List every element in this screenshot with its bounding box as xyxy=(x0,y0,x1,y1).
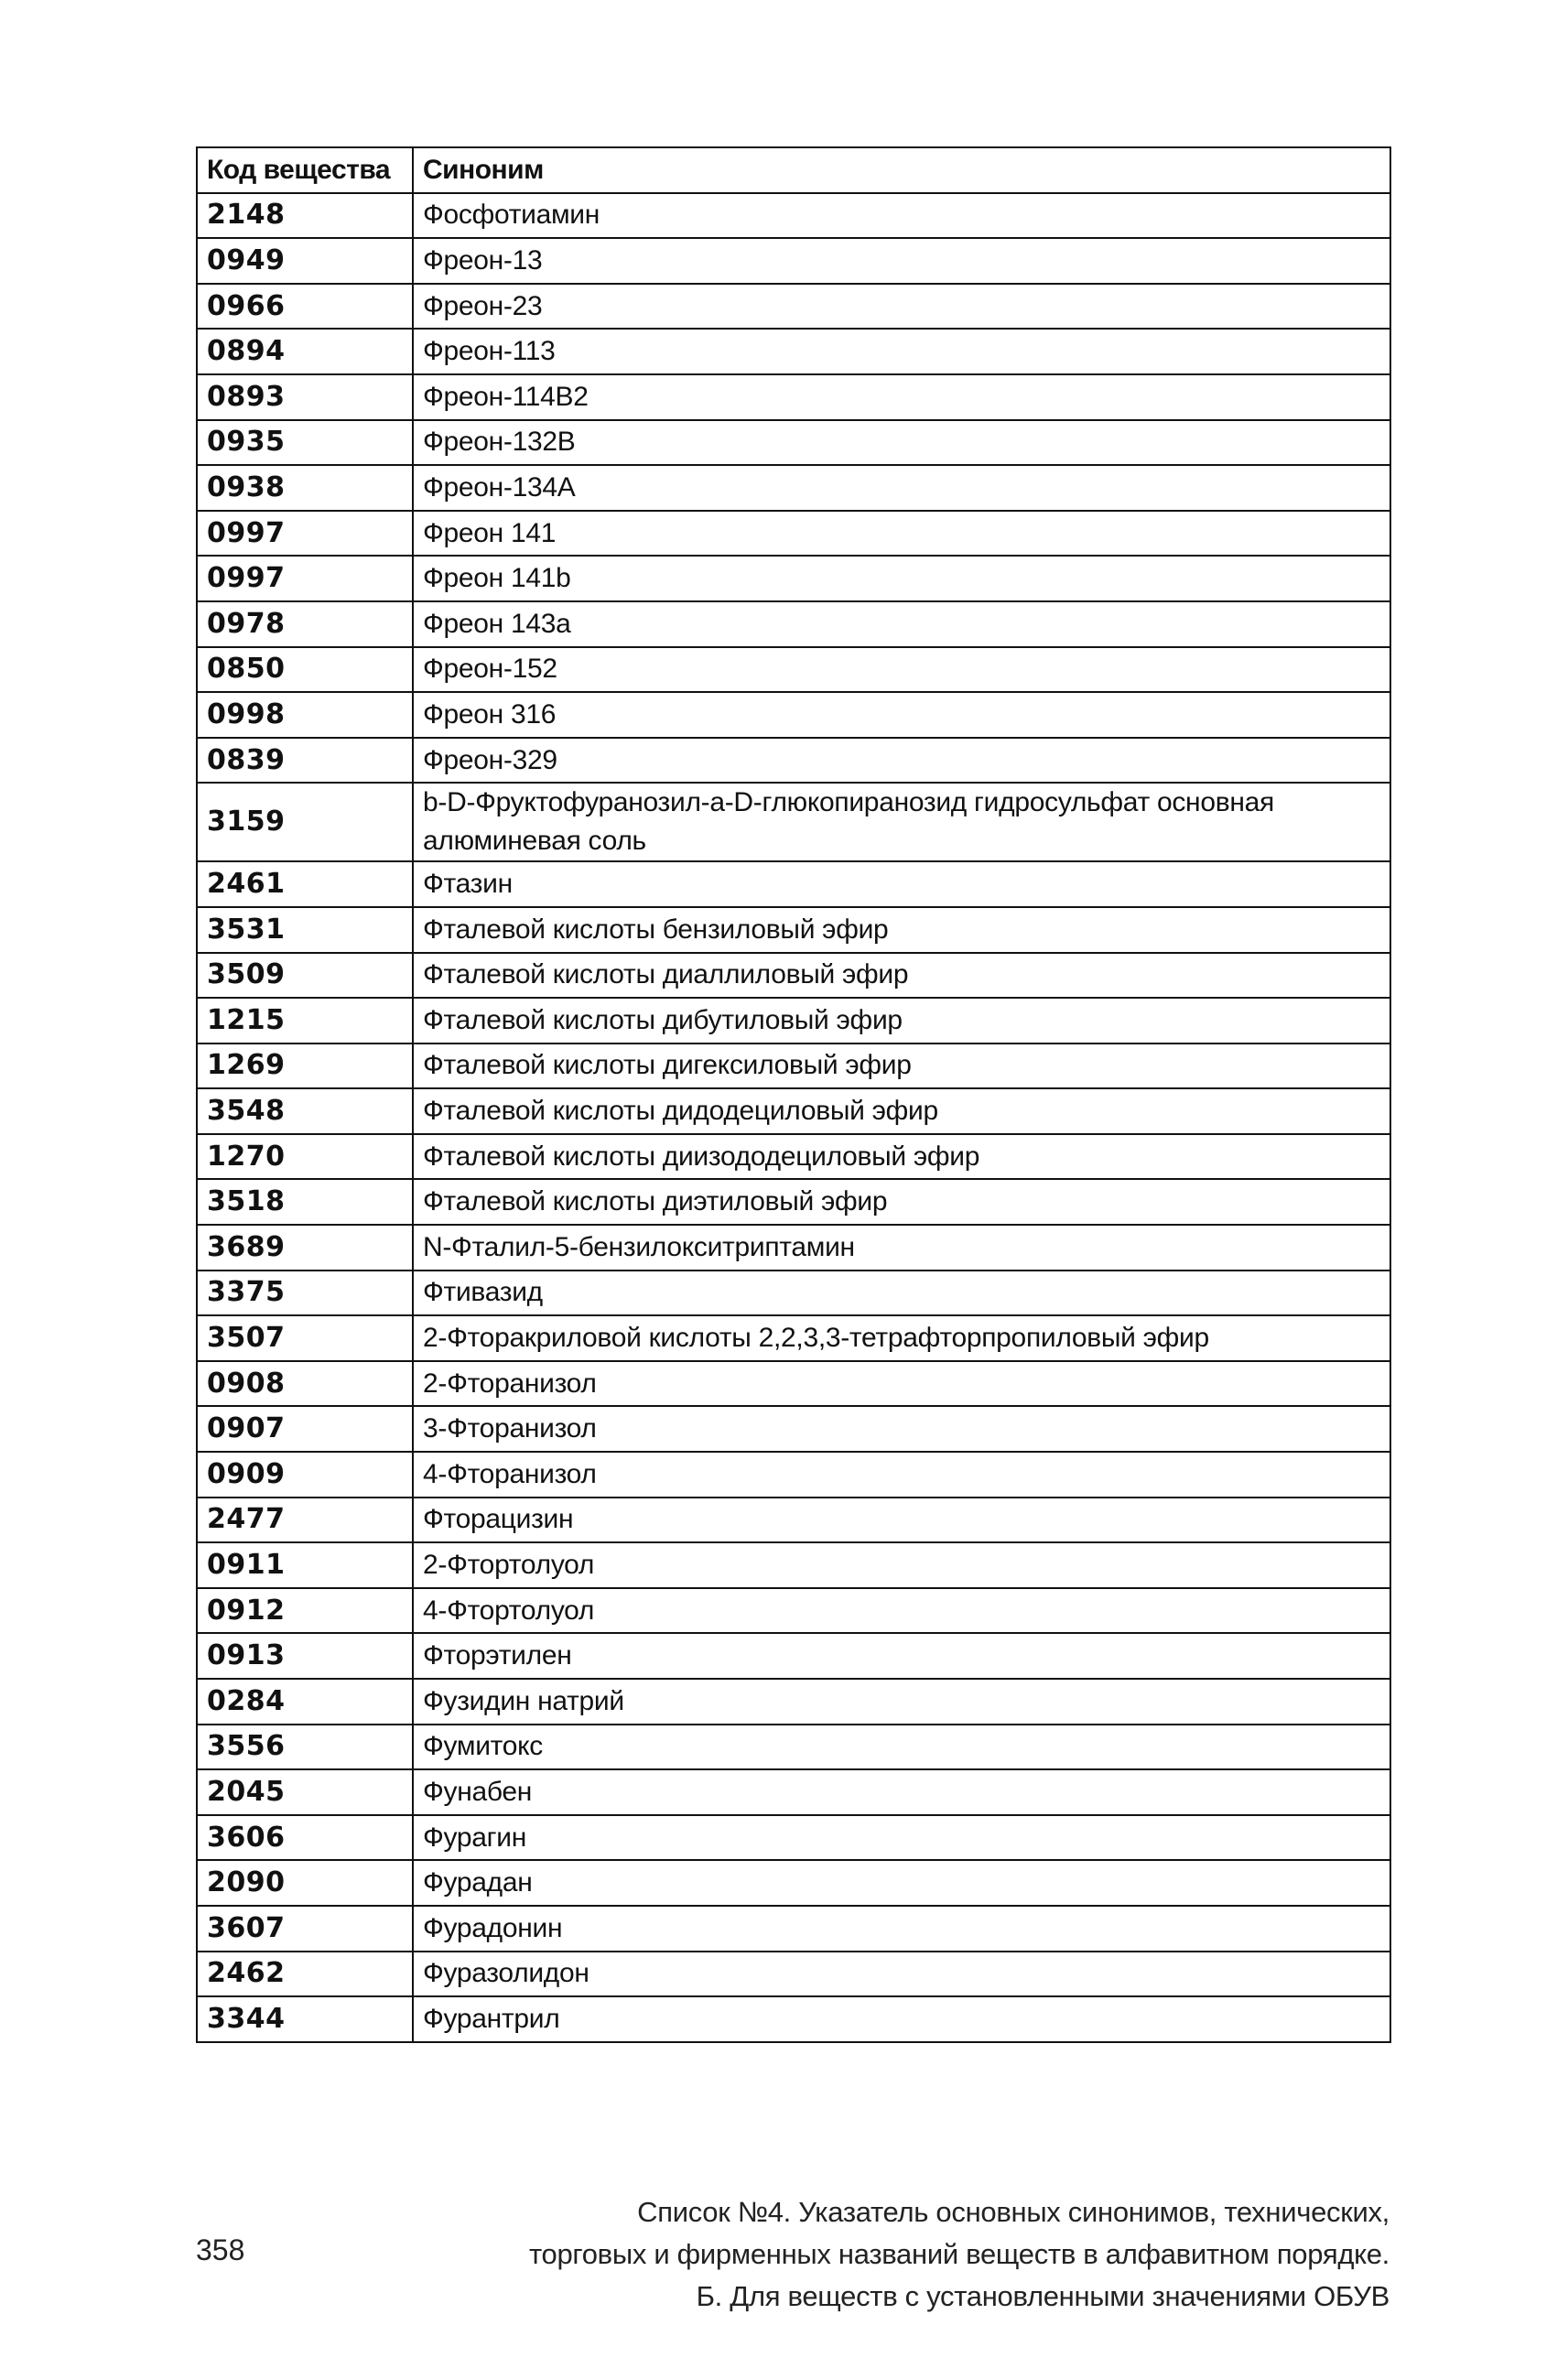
table-row xyxy=(197,861,1390,907)
table-row xyxy=(197,193,1390,239)
table-row xyxy=(197,1588,1390,1634)
table-body xyxy=(197,193,1390,2042)
table-row xyxy=(197,601,1390,647)
substance-code-cell: 0839 xyxy=(197,738,413,784)
substance-code-cell: 3606 xyxy=(197,1815,413,1861)
synonym-cell: Фреон-13 xyxy=(413,238,1390,284)
substance-code-cell: 3531 xyxy=(197,907,413,953)
table-row xyxy=(197,284,1390,330)
synonym-cell: Фталевой кислоты диэтиловый эфир xyxy=(413,1179,1390,1225)
substance-code-cell: 0966 xyxy=(197,284,413,330)
substance-code-cell: 0997 xyxy=(197,556,413,601)
page-number: 358 xyxy=(196,2233,245,2266)
substance-code-cell: 0998 xyxy=(197,692,413,738)
table-row xyxy=(197,329,1390,374)
substance-code-cell: 0894 xyxy=(197,329,413,374)
substance-code-cell: 3509 xyxy=(197,953,413,999)
footer-line-2: торговых и фирменных названий веществ в алфавитном порядке. xyxy=(528,2238,1390,2270)
synonym-cell: Фурадонин xyxy=(413,1906,1390,1952)
table-row xyxy=(197,1542,1390,1588)
synonym-cell: Фунабен xyxy=(413,1769,1390,1815)
substance-code-cell: 2090 xyxy=(197,1860,413,1906)
synonym-cell: Фреон-152 xyxy=(413,647,1390,693)
substance-code-cell: 2148 xyxy=(197,193,413,239)
synonym-cell: 2-Фторакриловой кислоты 2,2,3,3-тетрафторпропиловый эфир xyxy=(413,1315,1390,1361)
synonym-cell: Фурагин xyxy=(413,1815,1390,1861)
table-row xyxy=(197,1633,1390,1679)
substance-code-cell: 0978 xyxy=(197,601,413,647)
table-row xyxy=(197,738,1390,784)
substance-code-cell: 2462 xyxy=(197,1952,413,1997)
table-row xyxy=(197,1361,1390,1407)
synonym-cell: Фреон-114В2 xyxy=(413,374,1390,420)
table-row xyxy=(197,238,1390,284)
substance-code-cell: 0907 xyxy=(197,1406,413,1452)
synonym-cell: 4-Фтортолуол xyxy=(413,1588,1390,1634)
synonym-cell: Фузидин натрий xyxy=(413,1679,1390,1725)
synonym-cell: 4-Фторанизол xyxy=(413,1452,1390,1498)
substance-code-cell: 0913 xyxy=(197,1633,413,1679)
table-row xyxy=(197,374,1390,420)
table-row xyxy=(197,998,1390,1044)
synonym-cell: Фторацизин xyxy=(413,1498,1390,1543)
synonym-cell: N-Фталил-5-бензилокситриптамин xyxy=(413,1225,1390,1271)
synonym-cell: Фталевой кислоты дигексиловый эфир xyxy=(413,1044,1390,1089)
substance-code-cell: 0912 xyxy=(197,1588,413,1634)
substance-code-cell: 2045 xyxy=(197,1769,413,1815)
substance-code-cell: 0949 xyxy=(197,238,413,284)
substance-code-cell: 3556 xyxy=(197,1725,413,1770)
substance-code-cell: 0908 xyxy=(197,1361,413,1407)
header-code: Код вещества xyxy=(197,147,413,193)
synonym-cell: Фреон-23 xyxy=(413,284,1390,330)
synonym-cell: Фталевой кислоты диаллиловый эфир xyxy=(413,953,1390,999)
substance-code-cell: 0893 xyxy=(197,374,413,420)
table-row xyxy=(197,1452,1390,1498)
substance-code-cell: 0911 xyxy=(197,1542,413,1588)
substance-code-cell: 3689 xyxy=(197,1225,413,1271)
substance-code-cell: 3159 xyxy=(197,783,413,861)
synonym-cell: Фреон-113 xyxy=(413,329,1390,374)
synonym-cell: Фталевой кислоты бензиловый эфир xyxy=(413,907,1390,953)
synonym-cell: Фуразолидон xyxy=(413,1952,1390,1997)
substance-code-cell: 3507 xyxy=(197,1315,413,1361)
substance-code-cell: 3344 xyxy=(197,1996,413,2042)
synonym-cell: 3-Фторанизол xyxy=(413,1406,1390,1452)
substance-code-cell: 0284 xyxy=(197,1679,413,1725)
synonym-cell: Фосфотиамин xyxy=(413,193,1390,239)
synonym-cell: Фреон-132В xyxy=(413,420,1390,466)
synonym-cell: Фторэтилен xyxy=(413,1633,1390,1679)
synonym-cell: b-D-Фруктофуранозил-а-D-глюкопиранозид гидросульфат основная алюминевая соль xyxy=(413,783,1390,861)
footer-line-3: Б. Для веществ с установленными значениями ОБУВ xyxy=(696,2280,1390,2312)
header-synonym: Синоним xyxy=(413,147,1390,193)
table-row xyxy=(197,420,1390,466)
substance-code-cell: 0997 xyxy=(197,511,413,557)
synonym-cell: Фурадан xyxy=(413,1860,1390,1906)
table-row xyxy=(197,1271,1390,1316)
table-row xyxy=(197,1996,1390,2042)
substance-code-cell: 3375 xyxy=(197,1271,413,1316)
synonym-cell: Фреон 141b xyxy=(413,556,1390,601)
synonym-cell: Фталевой кислоты диизододециловый эфир xyxy=(413,1134,1390,1180)
table-row xyxy=(197,1044,1390,1089)
table-row xyxy=(197,1679,1390,1725)
table-row xyxy=(197,1952,1390,1997)
substance-code-cell: 1270 xyxy=(197,1134,413,1180)
table-row xyxy=(197,953,1390,999)
table-row xyxy=(197,556,1390,601)
substance-code-cell: 0935 xyxy=(197,420,413,466)
substance-code-cell: 0938 xyxy=(197,465,413,511)
synonym-cell: 2-Фтортолуол xyxy=(413,1542,1390,1588)
table-row xyxy=(197,465,1390,511)
table-row xyxy=(197,1179,1390,1225)
running-footer xyxy=(474,2191,1390,2318)
synonym-cell: Фурантрил xyxy=(413,1996,1390,2042)
substance-code-cell: 1269 xyxy=(197,1044,413,1089)
synonym-cell: Фталевой кислоты дидодециловый эфир xyxy=(413,1088,1390,1134)
synonym-cell: Фреон 143а xyxy=(413,601,1390,647)
table-row xyxy=(197,1134,1390,1180)
substance-code-cell: 3518 xyxy=(197,1179,413,1225)
synonym-cell: Фталевой кислоты дибутиловый эфир xyxy=(413,998,1390,1044)
synonym-table xyxy=(196,146,1391,2043)
table-row xyxy=(197,1769,1390,1815)
substance-code-cell: 1215 xyxy=(197,998,413,1044)
synonym-cell: Фтивазид xyxy=(413,1271,1390,1316)
synonym-cell: 2-Фторанизол xyxy=(413,1361,1390,1407)
synonym-cell: Фреон 316 xyxy=(413,692,1390,738)
table-row xyxy=(197,1498,1390,1543)
table-row xyxy=(197,1860,1390,1906)
table-row xyxy=(197,1225,1390,1271)
table-row xyxy=(197,1088,1390,1134)
synonym-cell: Фумитокс xyxy=(413,1725,1390,1770)
synonym-cell: Фреон 141 xyxy=(413,511,1390,557)
substance-code-cell: 0909 xyxy=(197,1452,413,1498)
substance-code-cell: 3607 xyxy=(197,1906,413,1952)
synonym-cell: Фтазин xyxy=(413,861,1390,907)
table-row xyxy=(197,692,1390,738)
substance-code-cell: 3548 xyxy=(197,1088,413,1134)
synonym-cell: Фреон-329 xyxy=(413,738,1390,784)
table-row xyxy=(197,511,1390,557)
substance-code-cell: 2477 xyxy=(197,1498,413,1543)
table-row xyxy=(197,1725,1390,1770)
footer-line-1: Список №4. Указатель основных синонимов, технических, xyxy=(637,2196,1390,2228)
substance-code-cell: 2461 xyxy=(197,861,413,907)
table-header-row xyxy=(197,147,1390,193)
table-row xyxy=(197,907,1390,953)
table-row xyxy=(197,647,1390,693)
table-row xyxy=(197,1406,1390,1452)
table-row xyxy=(197,783,1390,861)
table-row xyxy=(197,1815,1390,1861)
synonym-cell: Фреон-134А xyxy=(413,465,1390,511)
table-row xyxy=(197,1906,1390,1952)
table-row xyxy=(197,1315,1390,1361)
substance-code-cell: 0850 xyxy=(197,647,413,693)
